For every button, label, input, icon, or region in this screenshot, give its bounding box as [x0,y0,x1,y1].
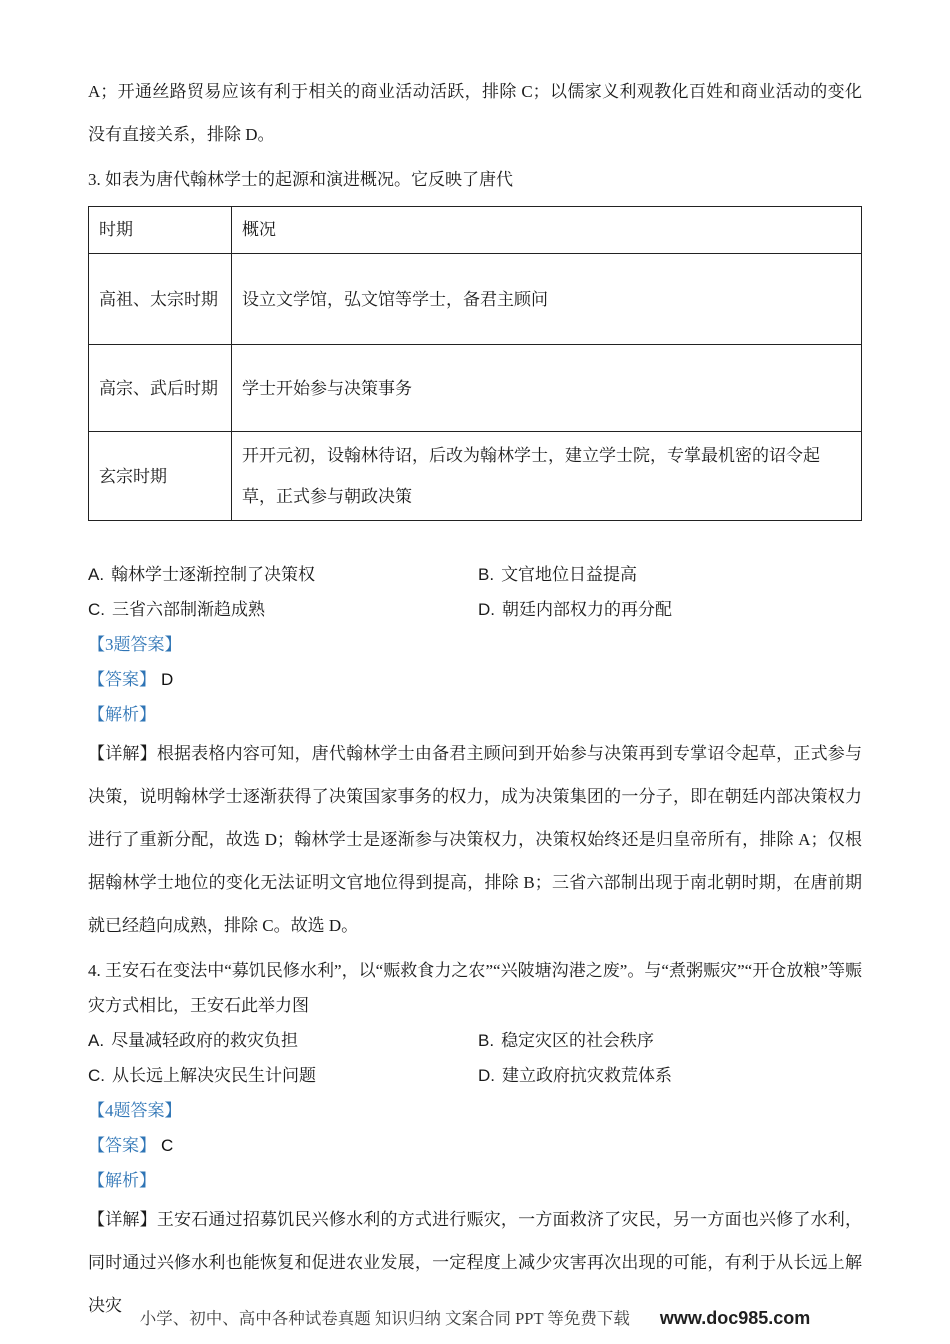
q3-option-c-text: 三省六部制渐趋成熟 [112,600,265,619]
q3-row3-overview: 开开元初，设翰林待诏，后改为翰林学士，建立学士院，专掌最机密的诏令起草，正式参与朝政决策 [232,432,862,521]
q3-option-b [478,557,862,592]
q3-row2-overview: 学士开始参与决策事务 [232,345,862,432]
q4-option-a-letter: A. [88,1031,105,1050]
footer-site-url: www.doc985.com [659,1308,811,1328]
q3-option-d-letter: D. [478,600,495,619]
q4-options-row-cd [88,1058,862,1093]
footer-promo-text: 小学、初中、高中各种试卷真题 知识归纳 文案合同 PPT 等免费下载 [139,1309,630,1328]
q3-answer-heading: 【3题答案】 [88,635,182,654]
q3-options-row-cd [88,592,862,627]
q4-answer-value: C [161,1136,174,1155]
q4-options-row-ab [88,1023,862,1058]
q3-option-a-text: 翰林学士逐渐控制了决策权 [111,565,316,584]
q4-option-d-letter: D. [478,1066,495,1085]
q3-row1-overview: 设立文学馆，弘文馆等学士，备君主顾问 [232,254,862,345]
q4-stem: 4. 王安石在变法中“募饥民修水利”，以“赈救食力之农”“兴陂塘沟港之废”。与“煮粥赈灾”“开仓放粮”等赈灾方式相比，王安石此举力图 [88,961,862,1015]
q3-option-b-text: 文官地位日益提高 [501,565,638,584]
q4-detail-text: 【详解】王安石通过招募饥民兴修水利的方式进行赈灾，一方面救济了灾民，另一方面也兴修了水利，同时通过兴修水利也能恢复和促进农业发展，一定程度上减少灾害再次出现的可能，有利于从长远上解决灾 [88,1210,862,1315]
q4-option-c-text: 从长远上解决灾民生计问题 [112,1066,316,1085]
table-row [89,432,862,521]
q4-option-b-text: 稳定灾区的社会秩序 [501,1031,655,1050]
page-footer [0,1307,950,1330]
q3-table-header-overview: 概况 [232,207,862,254]
q4-option-a-text: 尽量减轻政府的救灾负担 [111,1031,299,1050]
q3-answer-label: 【答案】 [88,670,156,689]
q3-table-header-row [89,207,862,254]
q4-answer-label: 【答案】 [88,1136,156,1155]
q3-option-a [88,557,478,592]
table-row [89,254,862,345]
q3-answer-value: D [161,670,174,689]
q3-analysis-label: 【解析】 [88,705,156,724]
q3-detail-text: 【详解】根据表格内容可知，唐代翰林学士由备君主顾问到开始参与决策再到专掌诏令起草，正式参与决策，说明翰林学士逐渐获得了决策国家事务的权力，成为决策集团的一分子，即在朝廷内部决策权力进行了重新分配，故选 D；翰林学士是逐渐参与决策权力，决策权始终还是归皇帝所有，排除 A；仅根据翰林学士地位的变化无法证明文官地位得到提高，排除 B；三省六部制出现于南北朝时期，在唐前期就已经趋向成熟，排除 C。故选 D。 [88,744,862,935]
q4-analysis-label: 【解析】 [88,1171,156,1190]
q3-option-d [478,592,862,627]
q3-option-c-letter: C. [88,600,105,619]
q3-row2-period: 高宗、武后时期 [89,345,232,432]
q3-table-header-period: 时期 [89,207,232,254]
q4-option-b-letter: B. [478,1031,495,1050]
q4-option-c-letter: C. [88,1066,105,1085]
q4-option-d [478,1058,862,1093]
q3-options [88,557,862,627]
q4-option-a [88,1023,478,1058]
prev-answer-tail-text: A；开通丝路贸易应该有利于相关的商业活动活跃，排除 C；以儒家义利观教化百姓和商业活动的变化没有直接关系，排除 D。 [88,82,862,144]
q3-answer-line [88,662,862,697]
q3-options-row-ab [88,557,862,592]
q4-options [88,1023,862,1093]
q3-option-c [88,592,478,627]
q3-table [88,206,862,521]
q3-stem: 3. 如表为唐代翰林学士的起源和演进概况。它反映了唐代 [88,170,513,189]
q3-option-a-letter: A. [88,565,105,584]
q4-option-d-text: 建立政府抗灾救荒体系 [502,1066,672,1085]
q4-option-c [88,1058,478,1093]
q4-answer-heading: 【4题答案】 [88,1101,182,1120]
q4-option-b [478,1023,862,1058]
q3-row1-period: 高祖、太宗时期 [89,254,232,345]
table-row [89,345,862,432]
q4-answer-line [88,1128,862,1163]
q3-option-d-text: 朝廷内部权力的再分配 [502,600,672,619]
q3-row3-period: 玄宗时期 [89,432,232,521]
q3-option-b-letter: B. [478,565,495,584]
